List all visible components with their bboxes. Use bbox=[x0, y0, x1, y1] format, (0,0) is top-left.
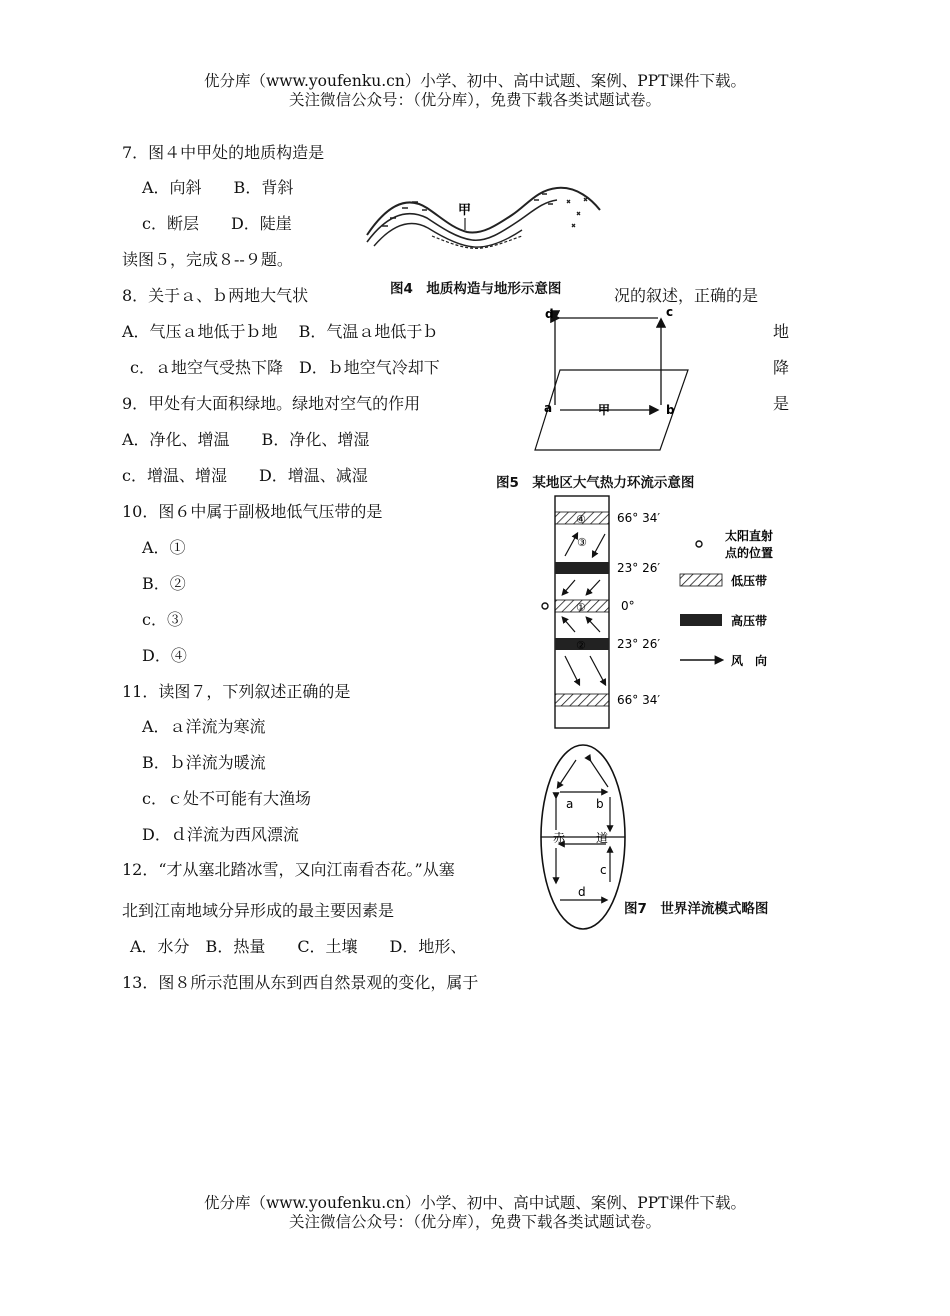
figure-6-label-2: ② bbox=[576, 639, 586, 652]
figure-6-legend-sun-2: 点的位置 bbox=[725, 546, 774, 560]
figure-4-caption: 图4 地质构造与地形示意图 bbox=[390, 281, 562, 297]
figure-5-label-a: a bbox=[544, 401, 553, 415]
figure-6-lat-3: 0° bbox=[621, 599, 635, 613]
figure-6-lat-2: 23° 26′ bbox=[617, 561, 661, 575]
figure-5-label-jia: 甲 bbox=[598, 403, 611, 417]
q11-option-c: c．ｃ处不可能有大渔场 bbox=[142, 789, 311, 808]
q11-option-a: A．ａ洋流为寒流 bbox=[142, 717, 266, 736]
q10-stem: 10．图６中属于副极地低气压带的是 bbox=[122, 502, 383, 521]
q8-options-cd-end: 降 bbox=[773, 358, 790, 377]
figure-5-label-d: d bbox=[545, 307, 554, 321]
q8-stem-left: 8．关于ａ、ｂ两地大气状 bbox=[122, 286, 309, 305]
q8-options-ab: A．气压ａ地低于ｂ地 B．气温ａ地低于ｂ bbox=[122, 322, 439, 341]
footer-line-2: 关注微信公众号：（优分库），免费下载各类试题试卷。 bbox=[288, 1213, 661, 1231]
q7-options-ab: A．向斜 B．背斜 bbox=[142, 178, 294, 197]
footer-line-1: 优分库（www.youfenku.cn）小学、初中、高中试题、案例、PPT课件下载。 bbox=[203, 1194, 747, 1212]
q8-stem-right: 况的叙述，正确的是 bbox=[614, 286, 759, 305]
q9-stem-left: 9．甲处有大面积绿地。绿地对空气的作用 bbox=[122, 394, 421, 413]
figure-6-lat-5: 66° 34′ bbox=[617, 693, 661, 707]
figure-6-legend-high: 高压带 bbox=[731, 614, 768, 628]
q11-option-b: B．ｂ洋流为暖流 bbox=[142, 753, 266, 772]
figure-5-label-c: c bbox=[666, 305, 674, 319]
figure-4-geology-diagram bbox=[362, 180, 602, 250]
read-fig5-instruction: 读图５，完成８--９题。 bbox=[122, 250, 293, 269]
figure-4-label-jia: 甲 bbox=[458, 203, 472, 218]
header-line-1: 优分库（www.youfenku.cn）小学、初中、高中试题、案例、PPT课件下载。 bbox=[203, 72, 747, 90]
q11-option-d: D．ｄ洋流为西风漂流 bbox=[142, 825, 299, 844]
figure-6-legend-sun-1: 太阳直射 bbox=[725, 529, 774, 543]
figure-7-label-d: d bbox=[578, 885, 586, 899]
q7-options-cd: c．断层 D．陡崖 bbox=[142, 214, 292, 233]
figure-6-legend-low: 低压带 bbox=[731, 574, 768, 588]
q12-stem-line-1: 12．“才从塞北踏冰雪，又向江南看杏花。”从塞 bbox=[122, 860, 455, 879]
q9-options-cd: c．增温、增湿 D．增温、减湿 bbox=[122, 466, 368, 485]
figure-6-legend-wind: 风 向 bbox=[731, 654, 768, 668]
q10-option-c: c．③ bbox=[142, 610, 183, 629]
q10-option-d: D．④ bbox=[142, 646, 187, 665]
figure-6-pressure-belts bbox=[535, 494, 815, 734]
figure-6-label-4: ④ bbox=[576, 513, 586, 526]
figure-5-caption: 图5 某地区大气热力环流示意图 bbox=[496, 475, 695, 491]
figure-7-equator-2: 道 bbox=[596, 831, 609, 845]
q11-stem: 11．读图７，下列叙述正确的是 bbox=[122, 682, 351, 701]
figure-7-ocean-currents bbox=[538, 742, 628, 932]
sun-icon bbox=[542, 603, 548, 609]
q12-options: A．水分 B．热量 C．土壤 D．地形、 bbox=[130, 937, 467, 956]
q9-options-ab: A．净化、增温 B．净化、增湿 bbox=[122, 430, 370, 449]
figure-5-circulation-diagram bbox=[520, 300, 700, 460]
figure-6-label-3: ③ bbox=[577, 536, 587, 549]
q13-stem: 13．图８所示范围从东到西自然景观的变化，属于 bbox=[122, 973, 479, 992]
q7-stem: 7．图４中甲处的地质构造是 bbox=[122, 143, 325, 162]
figure-5-label-b: b bbox=[666, 403, 675, 417]
figure-6-label-1: ① bbox=[576, 601, 586, 614]
figure-7-equator-1: 赤 bbox=[553, 831, 566, 845]
figure-6-lat-4: 23° 26′ bbox=[617, 637, 661, 651]
q9-stem-right: 是 bbox=[773, 394, 790, 413]
q8-options-ab-end: 地 bbox=[773, 322, 790, 341]
header-line-2: 关注微信公众号：（优分库），免费下载各类试题试卷。 bbox=[288, 91, 661, 109]
q10-option-b: B．② bbox=[142, 574, 186, 593]
sun-icon bbox=[696, 541, 702, 547]
figure-7-label-a: a bbox=[566, 797, 574, 811]
q12-stem-line-2: 北到江南地域分异形成的最主要因素是 bbox=[122, 901, 395, 920]
q8-options-cd: c．ａ地空气受热下降 D．ｂ地空气冷却下 bbox=[130, 358, 440, 377]
figure-7-caption: 图7 世界洋流模式略图 bbox=[624, 901, 769, 917]
q10-option-a: A．① bbox=[142, 538, 186, 557]
figure-7-label-b: b bbox=[596, 797, 604, 811]
figure-6-lat-1: 66° 34′ bbox=[617, 511, 661, 525]
figure-7-label-c: c bbox=[600, 863, 607, 877]
